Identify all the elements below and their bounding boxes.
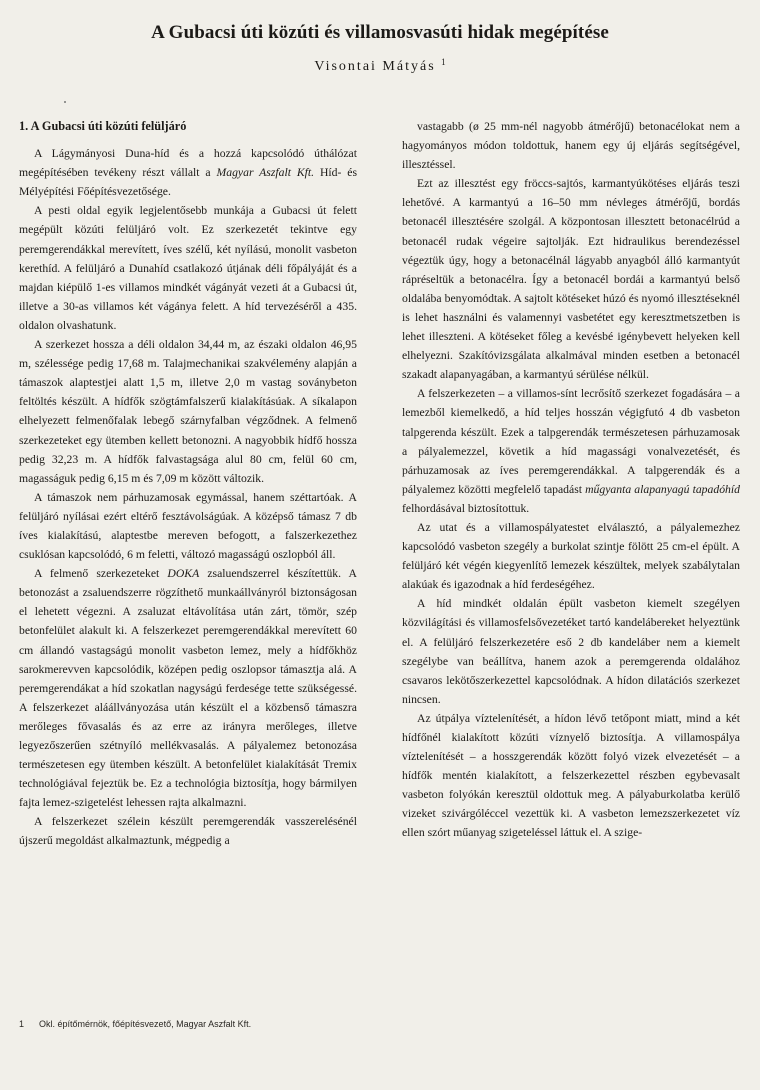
author-line [0, 57, 760, 75]
left-column-paragraph [19, 335, 357, 488]
right-column [402, 117, 740, 843]
left-column-paragraph [19, 564, 357, 812]
text-run: A pesti oldal egyik legjelentősebb munkája a Gubacsi út felett megépült közúti felüljáró volt. Ez szerkezetét tekintve egy peremgerendákkal merevített, íves szélű, két nyílású, monolit vasbeton kerethíd. A felüljáró a Dunahíd csatlakozó útjának déli főpályáját és a majdan kiépülő 1-es villamos mindkét vágányát vezeti át a Gubacsi út, illetve a 30-as villamos két vágánya felett. A híd tervezéséről a 435. oldalon olvashatunk. [19, 204, 357, 332]
speck-mark [64, 101, 66, 103]
section-heading: 1. A Gubacsi úti közúti felüljáró [19, 119, 187, 133]
text-run: A felszerkezeten – a villamos-sínt lecrősítő szerkezet fogadására – a lemezből kiemelkedő, a híd teljes hosszán végigfutó 4 db vasbeton talpgerenda készült. Ezek a talpgerendák természetesen párhuzamosak a pályalemezzel, követik a híd magassági vonalvezetését, és párhuzamosak az íves peremgerendákkal. A talpgerendák és a pályalemez közötti megfelelő tapadást [402, 387, 740, 496]
footnote [19, 1019, 357, 1029]
left-column [19, 117, 357, 851]
text-run: vastagabb (ø 25 mm-nél nagyobb átmérőjű) betonacélokat nem a hagyományos módon toldottuk, hanem egy új eljárás segítségével, illesztéssel. [402, 120, 740, 172]
text-run: Az útpálya víztelenítését, a hídon lévő tetőpont miatt, mind a két hídfőnél kialakított közúti víznyelő biztosítja. A villamospálya víztelenítését – a hosszgerendák között folyó vizek elvezetését – a hídfők mentén kialakított, a felszerkezettel részben egybevasalt vasbeton folyókán keresztül oldottuk meg. A pályaburkolatba kerülő vizeket szivárgóléccel vezettük ki. A vasbeton lemezszerkezetet víz ellen szórt műanyag szigeteléssel láttuk el. A szige- [402, 711, 740, 840]
italic-term: Magyar Aszfalt Kft. [216, 166, 315, 180]
text-run: Ezt az illesztést egy fröccs-sajtós, karmantyúkötéses eljárás teszi lehetővé. A karmantyú a 16–50 mm névleges átmérőjű, bordás betonacél illesztésére szolgál. A központosan illesztett betonacélrúd a betonacél rudak végeire sajtolják. Ezt hidraulikus berendezéssel végeztük úgy, hogy a betonacélnál lágyabb anyagból álló karmantyút rápréseltük a betonacélra. Így a betonacél bordái a karmantyú belső oldalába benyomódtak. A sajtolt kötéseket húzó és nyomó illesztéseknél is lehet használni és valamennyi vasbetétet egy keresztmetszetben is lehet illeszteni. A kötéseket főleg a kevésbé igénybevett helyeken kell elhelyezni. Szakítóvizsgálata alkalmával minden esetben a betonacél szakadt alapanyagában, a karmantyú sérülése nélkül. [402, 177, 740, 382]
footnote-number: 1 [19, 1019, 25, 1029]
right-column-paragraph [402, 174, 740, 384]
text-run: A szerkezet hossza a déli oldalon 34,44 m, az északi oldalon 46,95 m, szélessége pedig 17,68 m. Talajmechanikai szakvélemény alapján a támaszok alaptestjei alatt 1,5 m, illetve 2,0 m vastag soványbeton feltöltés készült. A hídfők szögtámfalszerű kialakításúak. A síkalapon elhelyezett felmenőfalak lebegő szárnyfalban végződnek. A felmenő szerkezeteket egy ütemben kellett betonozni. A nagyobbik hídfő hossza pedig 32,23 m. A hídfők falvastagsága alul 80 cm, felül 60 cm, magasságuk pedig 6,15 m és 7,09 m között változik. [19, 338, 357, 485]
left-column-paragraph [19, 488, 357, 564]
left-column-paragraph [19, 812, 357, 850]
text-run: A felmenő szerkezeteket [34, 567, 168, 581]
article-title: A Gubacsi úti közúti és villamosvasúti hidak megépítése [151, 22, 609, 43]
footnote-text: Okl. építőmérnök, főépítésvezető, Magyar Aszfalt Kft. [39, 1019, 252, 1029]
right-column-paragraph [402, 594, 740, 709]
text-run: A Lágymányosi Duna-híd és a hozzá kapcsolódó úthálózat megépítésében tevékeny részt vállalt a [19, 147, 357, 180]
right-column-paragraph [402, 518, 740, 594]
right-column-paragraph [402, 709, 740, 843]
text-run: felhordásával biztosítottuk. [402, 501, 530, 515]
left-column-paragraph [19, 144, 357, 201]
author-footnote-mark: 1 [441, 57, 446, 67]
right-column-paragraph [402, 384, 740, 518]
text-run: A híd mindkét oldalán épült vasbeton kiemelt szegélyen közvilágítási és villamosfelsővezetéket tartó kandelábereket helyeztünk el. A felüljáró felszerkezetére eső 2 db kandeláber nem a kiemelt szegélybe van beállítva, hanem azok a peremgerenda oldalához csavaros lekötőszerkezettel kapcsolódnak. A hídon dilatációs szerkezet nincsen. [402, 597, 740, 706]
text-run: Az utat és a villamospályatestet elválasztó, a pályalemezhez kapcsolódó vasbeton szegély a burkolat szintje fölött 25 cm-el épült. A felüljáró két végén kiegyenlítő lemezek készültek, melyek szabálytalan alakúak és igazodnak a híd ferdeségéhez. [402, 520, 740, 592]
text-run: A támaszok nem párhuzamosak egymással, hanem széttartóak. A felüljáró nyílásai ezért eltérő fesztávolságúak. A középső támasz 7 db íves kialakítású, alaptestbe mereven befogott, a falszerkezethez csuklósan kapcsolódó, 6 m feletti, változó magasságú oszlopból áll. [19, 490, 357, 562]
italic-term: DOKA [167, 567, 200, 581]
italic-term: műgyanta alapanyagú tapadóhíd [585, 482, 740, 496]
text-run: Híd- és Mélyépítési Főépítésvezetősége. [19, 166, 357, 199]
author-name: Visontai Mátyás [314, 59, 436, 74]
text-run: zsaluendszerrel készítettük. A betonozást a zsaluendszerre rögzíthető munkaállványról biztonságosan el lehetett végezni. A zsaluzat eltávolítása után zárt, tömör, szép betonfelület alakult ki. A felszerkezet peremgerendákkal merevített 60 cm állandó vastagságú monolit vasbeton lemez, mely a hídfőkhöz sarokmerevven kapcsolódik, középen pedig oszlopsor támasztja alá. A peremgerendákat a híd szokatlan nagyságú ferdesége tette szükségessé. A felszerkezet aláállványozása után készült el a közbenső támaszra merőleges fővasalás és az erre az irányra merőleges, illetve legyezőszerűen szétnyíló mellékvasalás. A pályalemez betonozása természetesen egy ütemben készült. A betonfelület kialakítását Tremix technológiával fejeztük be. Ez a technológia biztosítja, hogy bármilyen fajta lemez-szigetelést lehessen rajta alkalmazni. [19, 567, 357, 810]
text-run: A felszerkezet szélein készült peremgerendák vasszerelésénél újszerű megoldást alkalmaztunk, mégpedig a [19, 815, 357, 848]
right-column-paragraph [402, 117, 740, 174]
left-column-paragraph [19, 201, 357, 335]
